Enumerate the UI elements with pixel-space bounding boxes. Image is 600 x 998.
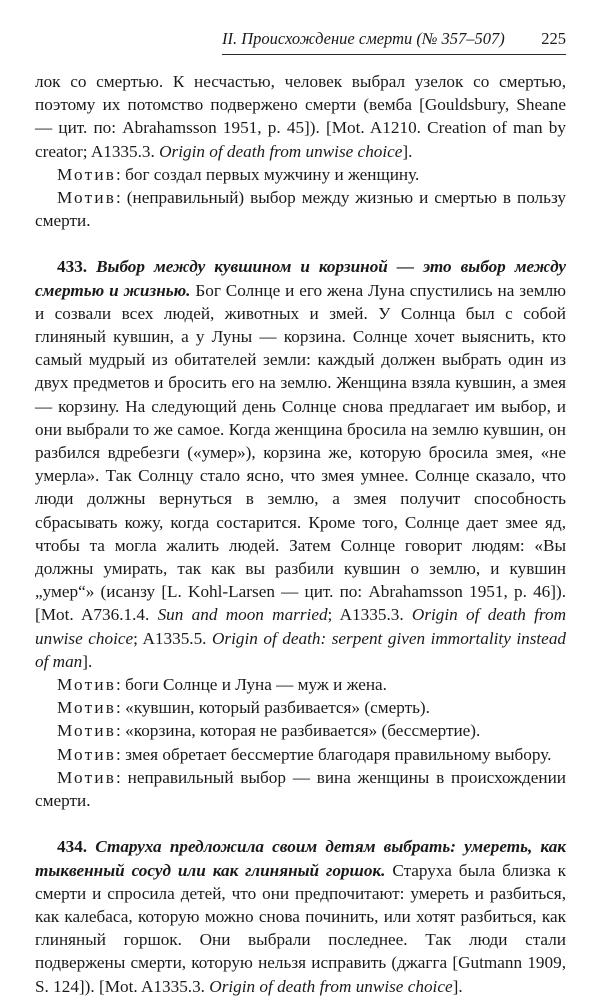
motif-line: Мотив: неправильный выбор — вина женщины в происхождении смерти. xyxy=(35,767,566,811)
entry-434: 434. Старуха предложила своим детям выбрать: умереть, как тыквенный сосуд или как глиняный горшок. Старуха была близка к смерти и спросила детей, что они предпочитают: умереть и разбиться, как калебаса, которую можно снова починить, или хотят разбиться, как глиняный горшок. Они выбрали последнее. Так люди стали подвержены смерти, которую нельзя исправить (джагга [Gutmann 1909, S. 124]). [Mot. A1335.3. Origin of death from unwise choice]. xyxy=(35,837,566,996)
entry-433: 433. Выбор между кувшином и корзиной — это выбор между смертью и жизнью. Бог Солнце и его жена Луна спустились на землю и созвали всех людей, животных и змей. У Солнца был с собой глиняный кувшин, а у Луны — корзина. Солнце хочет выяснить, кто самый мудрый из обитателей земли: каждый должен выбрать один из двух предметов и бросить его на землю. Женщина взяла кувшин, а змея — корзину. На следующий день Солнце снова предлагает им выбор, и они выбрали то же самое. Когда женщина бросила на землю кувшин, он разбился вдребезги («умер»), корзина же, которую бросила змея, «не умерла». Так Солнцу стало ясно, что змея умнее. Солнце сказало, что люди должны вернуться в землю, а змея получит способность сбрасывать кожу, когда состарится. Кроме того, Солнце дает змее яд, чтобы та могла жалить людей. Затем Солнце говорит людям: «Вы должны умирать, так как вы разбили кувшин о землю, и кувшин „умер“» (исанзу [L. Kohl-Larsen — цит. по: Abrahamsson 1951, p. 46]). [Mot. A736.1.4. Sun and moon married; A1335.3. Origin of death from unwise choice; A1335.5. Origin of death: serpent given immortality instead of man]. xyxy=(35,257,567,671)
motif-line: Мотив: «кувшин, который разбивается» (смерть). xyxy=(57,698,430,718)
running-head xyxy=(222,28,566,55)
entry-title: Старуха предложила своим детям выбрать: умереть, как тыквенный сосуд или как глиняный горшок. xyxy=(35,837,566,880)
motif-label: Мотив xyxy=(57,675,117,695)
page-number: 225 xyxy=(541,29,566,48)
chapter-title: II. Происхождение смерти (№ 357–507) xyxy=(222,29,505,48)
motif-line: Мотив: боги Солнце и Луна — муж и жена. xyxy=(57,675,387,695)
motif-reference: Origin of death: serpent given immortality instead of man xyxy=(35,628,567,671)
motif-label: Мотив xyxy=(57,767,117,787)
entry-title: Выбор между кувшином и корзиной — это выбор между смертью и жизнью. xyxy=(35,257,567,300)
page-body xyxy=(35,70,566,998)
entry-number: 434. xyxy=(57,837,88,857)
motif-line: Мотив: (неправильный) выбор между жизнью и смертью в пользу смерти. xyxy=(35,188,566,231)
motif-reference: Sun and moon married xyxy=(157,605,328,625)
motif-reference: Origin of death from unwise choice xyxy=(159,141,403,161)
motif-label: Мотив xyxy=(57,721,117,741)
entry-number: 433. xyxy=(57,257,88,277)
motif-label: Мотив xyxy=(57,698,117,718)
motif-label: Мотив xyxy=(57,744,117,764)
continuation-paragraph: лок со смертью. К несчастью, человек выбрал узелок со смертью, поэтому их потомство подвержено смерти (вемба [Gouldsbury, Sheane — цит. по: Abrahamsson 1951, p. 45]). [Mot. A1210. Creation of man by creator; A1335.3. Origin of death from unwise choice]. xyxy=(35,72,566,161)
motif-label: Мотив xyxy=(57,164,117,184)
motif-reference: Origin of death from unwise choice xyxy=(35,605,566,648)
motif-label: Мотив xyxy=(57,188,117,208)
motif-reference: Origin of death from unwise choice xyxy=(209,976,453,996)
motif-line: Мотив: змея обретает бессмертие благодаря правильному выбору. xyxy=(57,744,552,764)
motif-line: Мотив: бог создал первых мужчину и женщину. xyxy=(57,164,420,184)
motif-line: Мотив: «корзина, которая не разбивается» (бессмертие). xyxy=(57,721,481,741)
